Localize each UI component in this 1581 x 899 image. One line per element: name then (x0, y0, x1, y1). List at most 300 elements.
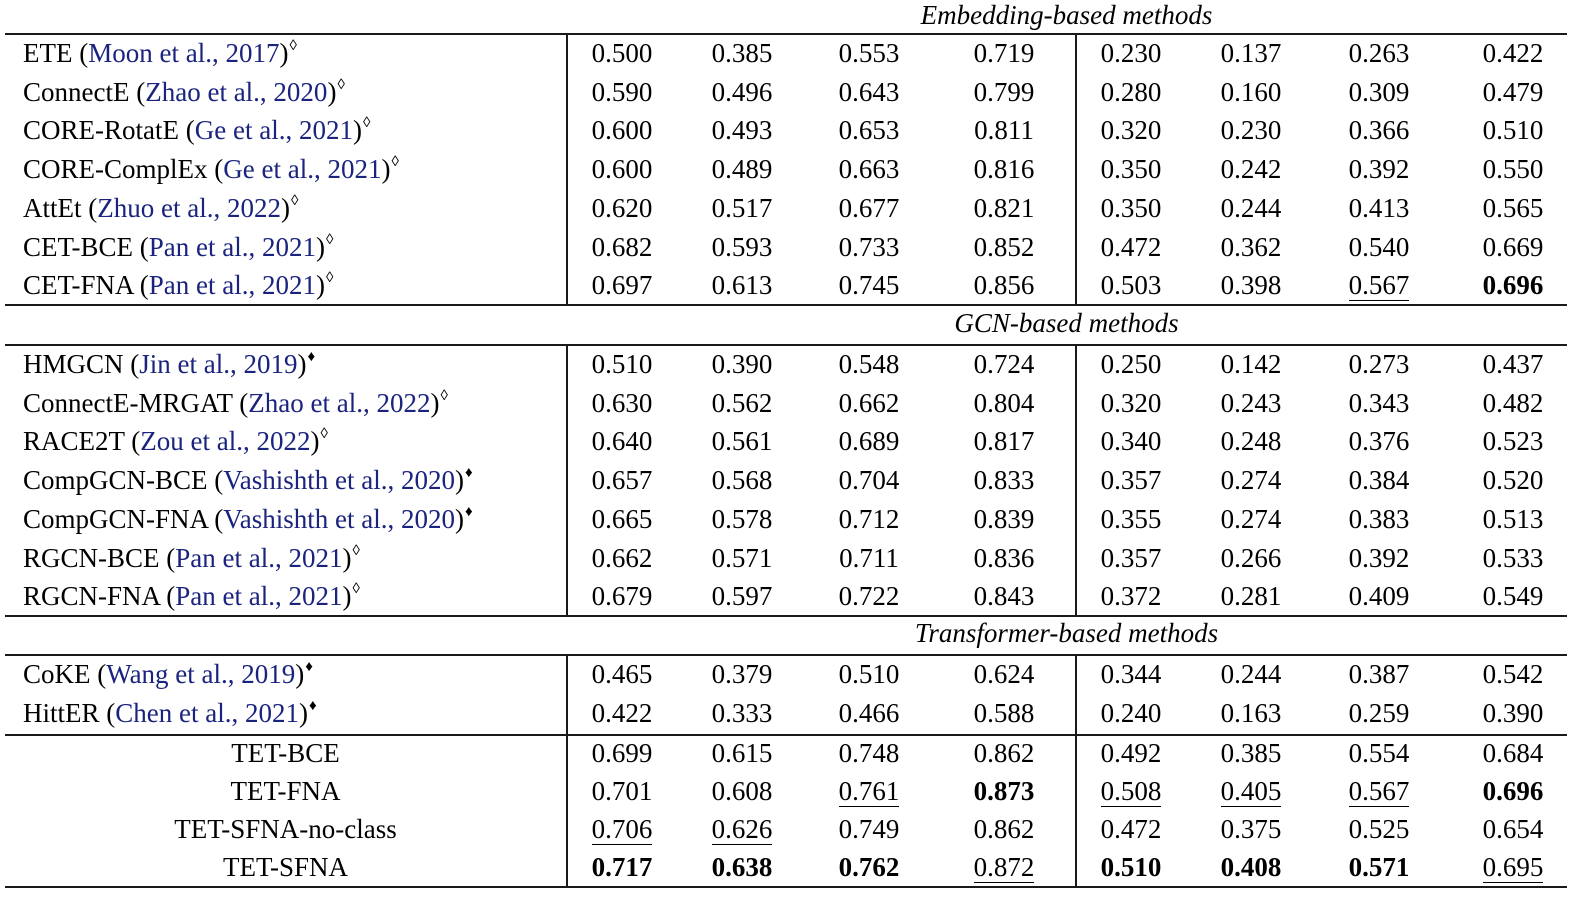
method-name: CORE-RotatE (Ge et al., 2021)◊ (23, 115, 371, 146)
method-label: CORE-ComplEx (23, 154, 208, 185)
open-diamond-icon: ◊ (337, 76, 345, 93)
metric-cell (1453, 73, 1573, 112)
metric-cell (1191, 772, 1311, 811)
metric-value: 0.355 (1100, 503, 1162, 534)
metric-value: 0.565 (1482, 192, 1544, 223)
filled-diamond-icon: ♦ (465, 503, 473, 520)
metric-value: 0.571 (1348, 852, 1410, 882)
metric-value: 0.662 (591, 542, 653, 573)
metric-cell (562, 189, 682, 228)
metric-value: 0.383 (1348, 503, 1410, 534)
method-label: AttEt (23, 192, 82, 223)
method-name: RGCN-FNA (Pan et al., 2021)◊ (23, 581, 360, 612)
metric-cell (562, 111, 682, 150)
table-row (0, 266, 1581, 305)
metric-cell (944, 150, 1064, 189)
metric-value: 0.385 (1220, 738, 1282, 768)
citation-link[interactable]: Moon et al., 2017 (88, 38, 280, 68)
metric-cell (1319, 810, 1439, 849)
metric-cell (1453, 111, 1573, 150)
metric-cell (1319, 422, 1439, 461)
filled-diamond-icon: ♦ (305, 659, 313, 675)
metric-cell (809, 500, 929, 539)
metric-cell (1191, 73, 1311, 112)
metric-cell (682, 73, 802, 112)
metric-cell (1319, 577, 1439, 616)
horizontal-rule (5, 304, 1567, 306)
metric-cell (1191, 422, 1311, 461)
metric-value: 0.549 (1482, 581, 1544, 612)
metric-value: 0.804 (973, 387, 1035, 418)
metric-value: 0.843 (973, 581, 1035, 612)
metric-cell (1453, 810, 1573, 849)
metric-cell (1191, 189, 1311, 228)
metric-value: 0.385 (711, 38, 773, 68)
method-name: CoKE (Wang et al., 2019)♦ (23, 659, 313, 689)
metric-cell (944, 34, 1064, 73)
citation-link[interactable]: Zhao et al., 2020 (145, 76, 328, 107)
metric-cell (1071, 228, 1191, 267)
metric-value: 0.600 (591, 115, 653, 146)
metric-cell (809, 189, 929, 228)
metric-cell (1319, 734, 1439, 773)
metric-cell (1319, 500, 1439, 539)
metric-value: 0.230 (1220, 115, 1282, 146)
metric-value: 0.390 (711, 349, 773, 379)
metric-value: 0.344 (1100, 659, 1162, 689)
metric-cell (1319, 655, 1439, 694)
metric-cell (682, 384, 802, 423)
metric-value: 0.571 (711, 542, 773, 573)
citation-link[interactable]: Vashishth et al., 2020 (223, 503, 456, 534)
metric-value: 0.510 (591, 349, 653, 379)
metric-cell (1453, 150, 1573, 189)
table-row (0, 111, 1581, 150)
metric-value: 0.696 (1482, 776, 1544, 806)
citation-link[interactable]: Pan et al., 2021 (148, 231, 317, 262)
metric-value: 0.510 (1482, 115, 1544, 146)
metric-cell (1319, 539, 1439, 578)
metric-cell (944, 384, 1064, 423)
metric-cell (809, 848, 929, 887)
metric-cell (1453, 228, 1573, 267)
metric-value: 0.392 (1348, 154, 1410, 185)
metric-value: 0.588 (973, 697, 1035, 728)
method-name (5, 772, 566, 811)
metric-value: 0.517 (711, 192, 773, 223)
metric-cell (1191, 694, 1311, 733)
metric-value: 0.160 (1220, 76, 1282, 107)
metric-cell (562, 734, 682, 773)
metric-value: 0.525 (1348, 814, 1410, 844)
metric-cell (809, 734, 929, 773)
metric-cell (562, 694, 682, 733)
method-name (5, 734, 566, 773)
citation-link[interactable]: Ge et al., 2021 (223, 154, 382, 185)
metric-cell (682, 150, 802, 189)
metric-value: 0.704 (838, 465, 900, 496)
citation-link[interactable]: Zhuo et al., 2022 (97, 192, 281, 223)
metric-value: 0.137 (1220, 38, 1282, 68)
metric-cell (1071, 111, 1191, 150)
open-diamond-icon: ◊ (391, 154, 399, 171)
table-row (0, 539, 1581, 578)
metric-cell (809, 34, 929, 73)
method-label: ConnectE-MRGAT (23, 387, 233, 418)
metric-cell (1191, 266, 1311, 305)
metric-cell (1191, 384, 1311, 423)
metric-value: 0.590 (591, 76, 653, 107)
metric-cell (1453, 772, 1573, 811)
metric-value: 0.520 (1482, 465, 1544, 496)
metric-value: 0.799 (973, 76, 1035, 107)
metric-cell (1319, 111, 1439, 150)
metric-value: 0.684 (1482, 738, 1544, 768)
metric-cell (562, 422, 682, 461)
metric-value: 0.533 (1482, 542, 1544, 573)
metric-cell (944, 189, 1064, 228)
metric-cell (1191, 150, 1311, 189)
metric-value: 0.362 (1220, 231, 1282, 262)
citation-link[interactable]: Ge et al., 2021 (194, 115, 353, 146)
method-label: CORE-RotatE (23, 115, 179, 146)
method-name: AttEt (Zhuo et al., 2022)◊ (23, 192, 299, 223)
table-row (0, 655, 1581, 694)
metric-cell (944, 694, 1064, 733)
metric-cell (1071, 461, 1191, 500)
metric-value: 0.375 (1220, 814, 1282, 844)
metric-cell (1071, 345, 1191, 384)
metric-cell (1191, 228, 1311, 267)
metric-value: 0.230 (1100, 38, 1162, 68)
method-label: HMGCN (23, 349, 124, 379)
metric-cell (1453, 734, 1573, 773)
metric-value: 0.392 (1348, 542, 1410, 573)
metric-value: 0.663 (838, 154, 900, 185)
method-name: CORE-ComplEx (Ge et al., 2021)◊ (23, 154, 399, 185)
metric-cell (562, 266, 682, 305)
metric-value: 0.811 (974, 115, 1034, 146)
metric-value: 0.717 (591, 852, 653, 882)
metric-cell (944, 422, 1064, 461)
metric-value: 0.379 (711, 659, 773, 689)
metric-value: 0.699 (591, 738, 653, 768)
metric-cell (1071, 810, 1191, 849)
metric-cell (682, 111, 802, 150)
metric-cell (1191, 810, 1311, 849)
citation-link[interactable]: Pan et al., 2021 (175, 581, 343, 612)
metric-cell (1071, 422, 1191, 461)
metric-value: 0.496 (711, 76, 773, 107)
metric-value: 0.654 (1482, 814, 1544, 844)
metric-value: 0.553 (838, 38, 900, 68)
metric-value: 0.608 (711, 776, 773, 806)
metric-value: 0.712 (838, 503, 900, 534)
method-name: ETE (Moon et al., 2017)◊ (23, 38, 297, 68)
metric-value: 0.630 (591, 387, 653, 418)
method-label: CompGCN-FNA (23, 503, 208, 534)
metric-value: 0.696 (1482, 270, 1544, 301)
table-row (0, 384, 1581, 423)
metric-value: 0.510 (1100, 852, 1162, 882)
metric-value: 0.719 (973, 38, 1035, 68)
metric-cell (944, 577, 1064, 616)
metric-cell (1191, 734, 1311, 773)
metric-cell (1319, 345, 1439, 384)
metric-cell (682, 577, 802, 616)
metric-cell (944, 848, 1064, 887)
open-diamond-icon: ◊ (440, 387, 448, 404)
metric-value: 0.643 (838, 76, 900, 107)
metric-cell (562, 500, 682, 539)
metric-value: 0.366 (1348, 115, 1410, 146)
metric-cell (682, 810, 802, 849)
filled-diamond-icon: ♦ (307, 349, 316, 365)
metric-value: 0.613 (711, 270, 773, 301)
metric-cell (562, 577, 682, 616)
metric-cell (1453, 655, 1573, 694)
open-diamond-icon: ◊ (289, 38, 297, 54)
method-label: TET-SFNA (222, 852, 349, 882)
metric-cell (1453, 848, 1573, 887)
metric-value: 0.578 (711, 503, 773, 534)
metric-value: 0.733 (838, 231, 900, 262)
metric-cell (809, 73, 929, 112)
section-title: GCN-based methods (954, 308, 1179, 338)
metric-value: 0.405 (1220, 776, 1282, 806)
metric-cell (682, 734, 802, 773)
metric-cell (1191, 111, 1311, 150)
metric-value: 0.626 (711, 814, 773, 844)
metric-cell (1071, 848, 1191, 887)
filled-diamond-icon: ♦ (308, 697, 317, 714)
metric-value: 0.523 (1482, 426, 1544, 457)
metric-cell (562, 848, 682, 887)
metric-cell (809, 694, 929, 733)
metric-value: 0.550 (1482, 154, 1544, 185)
metric-value: 0.816 (973, 154, 1035, 185)
metric-cell (1071, 150, 1191, 189)
vertical-rule (1075, 33, 1077, 305)
metric-cell (1453, 500, 1573, 539)
open-diamond-icon: ◊ (290, 192, 299, 209)
metric-cell (682, 772, 802, 811)
metric-cell (1453, 345, 1573, 384)
metric-cell (944, 345, 1064, 384)
metric-cell (944, 772, 1064, 811)
metric-cell (1191, 461, 1311, 500)
metric-cell (1319, 228, 1439, 267)
metric-cell (1453, 34, 1573, 73)
table-row (0, 345, 1581, 384)
metric-value: 0.242 (1220, 154, 1282, 185)
metric-value: 0.280 (1100, 76, 1162, 107)
metric-cell (682, 228, 802, 267)
metric-cell (944, 111, 1064, 150)
metric-value: 0.357 (1100, 542, 1162, 573)
method-label: TET-BCE (231, 738, 340, 768)
metric-value: 0.142 (1220, 349, 1282, 379)
citation-link[interactable]: Jin et al., 2019 (139, 349, 298, 379)
table-row (0, 422, 1581, 461)
metric-cell (809, 384, 929, 423)
metric-cell (1071, 34, 1191, 73)
metric-value: 0.309 (1348, 76, 1410, 107)
metric-value: 0.640 (591, 426, 653, 457)
method-name: HMGCN (Jin et al., 2019)♦ (23, 349, 316, 379)
metric-value: 0.561 (711, 426, 773, 457)
metric-cell (1191, 500, 1311, 539)
method-label: RACE2T (23, 426, 125, 457)
metric-value: 0.243 (1220, 387, 1282, 418)
metric-cell (682, 655, 802, 694)
metric-value: 0.669 (1482, 231, 1544, 262)
metric-value: 0.259 (1348, 697, 1410, 728)
metric-value: 0.248 (1220, 426, 1282, 457)
metric-cell (809, 228, 929, 267)
metric-value: 0.513 (1482, 503, 1544, 534)
method-label: HittER (23, 697, 100, 728)
metric-value: 0.493 (711, 115, 773, 146)
metric-cell (944, 266, 1064, 305)
metric-value: 0.862 (973, 738, 1035, 768)
metric-value: 0.697 (591, 270, 653, 301)
metric-value: 0.266 (1220, 542, 1282, 573)
metric-value: 0.749 (838, 814, 900, 844)
metric-value: 0.724 (973, 349, 1035, 379)
metric-cell (1453, 461, 1573, 500)
citation-link[interactable]: Zhao et al., 2022 (248, 387, 431, 418)
metric-value: 0.548 (838, 349, 900, 379)
metric-value: 0.163 (1220, 697, 1282, 728)
metric-cell (1071, 772, 1191, 811)
metric-value: 0.568 (711, 465, 773, 496)
metric-value: 0.593 (711, 231, 773, 262)
method-name: HittER (Chen et al., 2021)♦ (23, 697, 317, 728)
metric-value: 0.695 (1482, 852, 1544, 882)
method-label: TET-SFNA-no-class (174, 814, 397, 844)
metric-value: 0.711 (839, 542, 899, 573)
metric-value: 0.706 (591, 814, 653, 844)
metric-value: 0.748 (838, 738, 900, 768)
metric-cell (562, 384, 682, 423)
citation-link[interactable]: Zou et al., 2022 (140, 426, 311, 457)
metric-value: 0.274 (1220, 503, 1282, 534)
metric-cell (1071, 694, 1191, 733)
method-name: RGCN-BCE (Pan et al., 2021)◊ (23, 542, 360, 573)
vertical-rule (1075, 344, 1077, 616)
metric-value: 0.833 (973, 465, 1035, 496)
citation-link[interactable]: Pan et al., 2021 (175, 542, 343, 573)
open-diamond-icon: ◊ (326, 270, 334, 287)
vertical-rule (566, 33, 568, 305)
filled-diamond-icon: ♦ (465, 465, 473, 482)
method-label: CET-FNA (23, 270, 134, 301)
metric-cell (809, 810, 929, 849)
metric-value: 0.357 (1100, 465, 1162, 496)
table-row (0, 34, 1581, 73)
method-label: CompGCN-BCE (23, 465, 208, 496)
metric-cell (1071, 500, 1191, 539)
metric-value: 0.615 (711, 738, 773, 768)
metric-value: 0.554 (1348, 738, 1410, 768)
section-title: Transformer-based methods (914, 618, 1219, 648)
metric-cell (1319, 848, 1439, 887)
metric-value: 0.689 (838, 426, 900, 457)
metric-cell (809, 461, 929, 500)
metric-cell (1453, 384, 1573, 423)
metric-value: 0.510 (838, 659, 900, 689)
metric-value: 0.465 (591, 659, 653, 689)
citation-link[interactable]: Pan et al., 2021 (148, 270, 317, 301)
metric-cell (1191, 345, 1311, 384)
citation-link[interactable]: Vashishth et al., 2020 (223, 465, 456, 496)
metric-cell (1453, 539, 1573, 578)
metric-value: 0.665 (591, 503, 653, 534)
citation-link[interactable]: Chen et al., 2021 (115, 697, 299, 728)
vertical-rule (566, 344, 568, 616)
metric-value: 0.745 (838, 270, 900, 301)
metric-value: 0.489 (711, 154, 773, 185)
metric-cell (562, 461, 682, 500)
metric-cell (1319, 34, 1439, 73)
metric-value: 0.273 (1348, 349, 1410, 379)
metric-cell (682, 461, 802, 500)
metric-value: 0.340 (1100, 426, 1162, 457)
table-row (0, 73, 1581, 112)
metric-value: 0.562 (711, 387, 773, 418)
metric-value: 0.821 (973, 192, 1035, 223)
metric-cell (1319, 266, 1439, 305)
metric-cell (1071, 73, 1191, 112)
metric-cell (1191, 655, 1311, 694)
metric-value: 0.333 (711, 697, 773, 728)
metric-value: 0.540 (1348, 231, 1410, 262)
metric-cell (944, 500, 1064, 539)
metric-cell (1319, 461, 1439, 500)
metric-value: 0.390 (1482, 697, 1544, 728)
method-name: ConnectE (Zhao et al., 2020)◊ (23, 76, 345, 107)
method-label: ETE (23, 38, 73, 68)
open-diamond-icon: ◊ (352, 542, 360, 559)
metric-cell (682, 189, 802, 228)
metric-cell (1453, 189, 1573, 228)
method-name: RACE2T (Zou et al., 2022)◊ (23, 426, 328, 457)
metric-cell (1319, 150, 1439, 189)
table-row (0, 694, 1581, 733)
metric-cell (562, 772, 682, 811)
metric-cell (944, 539, 1064, 578)
metric-cell (1319, 189, 1439, 228)
metric-value: 0.567 (1348, 270, 1410, 301)
metric-value: 0.281 (1220, 581, 1282, 612)
metric-cell (944, 461, 1064, 500)
metric-cell (1071, 734, 1191, 773)
metric-cell (809, 150, 929, 189)
metric-cell (1191, 848, 1311, 887)
metric-cell (682, 34, 802, 73)
metric-cell (682, 345, 802, 384)
metric-cell (562, 539, 682, 578)
metric-value: 0.638 (711, 852, 773, 882)
metric-value: 0.240 (1100, 697, 1162, 728)
citation-link[interactable]: Wang et al., 2019 (106, 659, 296, 689)
metric-value: 0.492 (1100, 738, 1162, 768)
metric-value: 0.320 (1100, 115, 1162, 146)
metric-cell (562, 345, 682, 384)
metric-value: 0.343 (1348, 387, 1410, 418)
table-row (0, 461, 1581, 500)
